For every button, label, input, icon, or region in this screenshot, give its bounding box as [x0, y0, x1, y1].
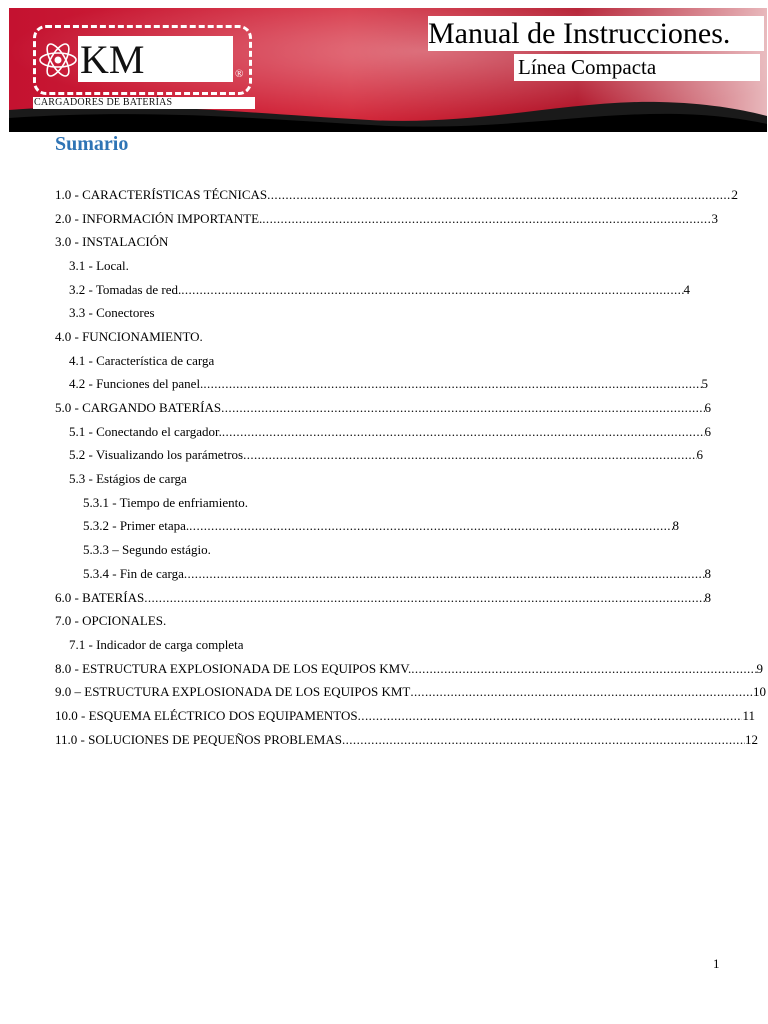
- toc-label: 3.2 - Tomadas de red.: [69, 281, 182, 297]
- toc-page-number: 6: [704, 423, 711, 439]
- toc-row: [0, 704, 768, 728]
- toc-row: [0, 183, 768, 207]
- toc-entry[interactable]: [55, 396, 711, 420]
- toc-label: 4.1 - Característica de carga: [69, 352, 215, 368]
- toc-label: 5.0 - CARGANDO BATERÍAS: [55, 400, 222, 416]
- toc-entry[interactable]: [83, 515, 679, 539]
- toc-entry[interactable]: [69, 467, 187, 491]
- toc-row: [0, 515, 768, 539]
- toc-row: [0, 301, 768, 325]
- toc-leader: [189, 518, 672, 534]
- toc-label: 11.0 - SOLUCIONES DE PEQUEÑOS PROBLEMAS: [55, 731, 342, 747]
- toc-page-number: 8: [704, 589, 711, 605]
- page-number: 1: [713, 956, 720, 971]
- toc-row: [0, 349, 768, 373]
- toc-entry[interactable]: [55, 325, 203, 349]
- toc-page-number: 11: [742, 707, 755, 723]
- toc-leader: [410, 684, 753, 700]
- toc-label: 5.1 - Conectando el cargador.: [69, 423, 222, 439]
- toc-label: 7.1 - Indicador de carga completa: [69, 636, 244, 652]
- toc-entry[interactable]: [69, 254, 129, 278]
- atom-icon: [38, 36, 78, 84]
- toc-label: 5.3.2 - Primer etapa.: [83, 518, 190, 534]
- toc-entry[interactable]: [69, 420, 711, 444]
- toc-row: [0, 609, 768, 633]
- toc-row: [0, 325, 768, 349]
- toc-entry[interactable]: [55, 609, 166, 633]
- toc-entry[interactable]: [55, 657, 763, 681]
- toc-entry[interactable]: [69, 301, 155, 325]
- toc-entry[interactable]: [55, 586, 711, 610]
- toc-row: [0, 254, 768, 278]
- toc-row: [0, 467, 768, 491]
- toc-label: 4.0 - FUNCIONAMIENTO.: [55, 328, 203, 344]
- toc-page-number: 12: [745, 731, 758, 747]
- toc-entry[interactable]: [83, 538, 211, 562]
- toc-label: 5.3 - Estágios de carga: [69, 471, 187, 487]
- toc-row: [0, 444, 768, 468]
- toc-entry[interactable]: [55, 183, 738, 207]
- toc-entry[interactable]: [69, 444, 703, 468]
- toc-row: [0, 230, 768, 254]
- toc-entry[interactable]: [69, 633, 243, 657]
- toc-label: 5.3.3 – Segundo estágio.: [83, 542, 211, 558]
- toc-row: [0, 373, 768, 397]
- toc-label: 5.3.1 - Tiempo de enfriamiento.: [83, 494, 249, 510]
- toc-row: [0, 633, 768, 657]
- page-heading: Sumario: [55, 133, 129, 155]
- toc-entry[interactable]: [83, 491, 248, 515]
- table-of-contents: [0, 183, 768, 752]
- toc-leader: [203, 376, 701, 392]
- toc-page-number: 8: [704, 565, 711, 581]
- toc-label: 10.0 - ESQUEMA ELÉCTRICO DOS EQUIPAMENTOS: [55, 707, 358, 723]
- toc-row: [0, 396, 768, 420]
- toc-label: 2.0 - INFORMACIÓN IMPORTANTE.: [55, 210, 263, 226]
- toc-label: 3.3 - Conectores: [69, 305, 155, 321]
- toc-page-number: 3: [711, 210, 718, 226]
- toc-label: 3.1 - Local.: [69, 257, 129, 273]
- toc-entry[interactable]: [69, 349, 214, 373]
- toc-entry[interactable]: [55, 728, 758, 752]
- toc-page-number: 2: [731, 186, 738, 202]
- toc-page-number: 8: [672, 518, 679, 534]
- toc-leader: [358, 708, 743, 724]
- toc-label: 9.0 – ESTRUCTURA EXPLOSIONADA DE LOS EQUIPOS KMT: [55, 684, 411, 700]
- toc-label: 4.2 - Funciones del panel.: [69, 376, 204, 392]
- toc-entry[interactable]: [83, 562, 711, 586]
- toc-row: [0, 420, 768, 444]
- manual-subtitle: Línea Compacta: [518, 55, 657, 79]
- toc-row: [0, 680, 768, 704]
- toc-row: [0, 657, 768, 681]
- toc-label: 5.3.4 - Fin de carga: [83, 565, 184, 581]
- toc-label: 7.0 - OPCIONALES.: [55, 613, 167, 629]
- toc-page-number: 4: [683, 281, 690, 297]
- toc-row: [0, 586, 768, 610]
- toc-entry[interactable]: [69, 373, 708, 397]
- logo-text: KM: [80, 37, 145, 82]
- toc-page-number: 10: [753, 684, 766, 700]
- toc-entry[interactable]: [55, 704, 755, 728]
- toc-leader: [411, 661, 756, 677]
- toc-leader: [262, 211, 711, 227]
- toc-row: [0, 278, 768, 302]
- toc-leader: [267, 187, 731, 203]
- toc-entry[interactable]: [55, 680, 766, 704]
- toc-leader: [243, 447, 696, 463]
- toc-row: [0, 491, 768, 515]
- toc-label: 3.0 - INSTALACIÓN: [55, 234, 169, 250]
- toc-entry[interactable]: [55, 230, 168, 254]
- toc-leader: [184, 566, 705, 582]
- registered-mark: ®: [235, 68, 244, 80]
- toc-page-number: 6: [696, 447, 703, 463]
- toc-leader: [144, 590, 704, 606]
- toc-entry[interactable]: [55, 207, 718, 231]
- toc-label: 1.0 - CARACTERÍSTICAS TÉCNICAS: [55, 186, 268, 202]
- toc-leader: [342, 732, 745, 748]
- toc-page-number: 5: [701, 376, 708, 392]
- toc-row: [0, 562, 768, 586]
- toc-leader: [181, 282, 683, 298]
- toc-label: 5.2 - Visualizando los parámetros: [69, 447, 244, 463]
- toc-entry[interactable]: [69, 278, 690, 302]
- toc-row: [0, 207, 768, 231]
- toc-leader: [221, 400, 704, 416]
- toc-row: [0, 728, 768, 752]
- toc-label: 8.0 - ESTRUCTURA EXPLOSIONADA DE LOS EQUIPOS KMV.: [55, 660, 412, 676]
- logo-subtitle: CARGADORES DE BATERÍAS: [33, 97, 255, 109]
- toc-page-number: 9: [756, 660, 763, 676]
- toc-leader: [222, 424, 705, 440]
- manual-title: Manual de Instrucciones.: [428, 17, 731, 50]
- toc-page-number: 6: [704, 400, 711, 416]
- toc-label: 6.0 - BATERÍAS: [55, 589, 145, 605]
- toc-row: [0, 538, 768, 562]
